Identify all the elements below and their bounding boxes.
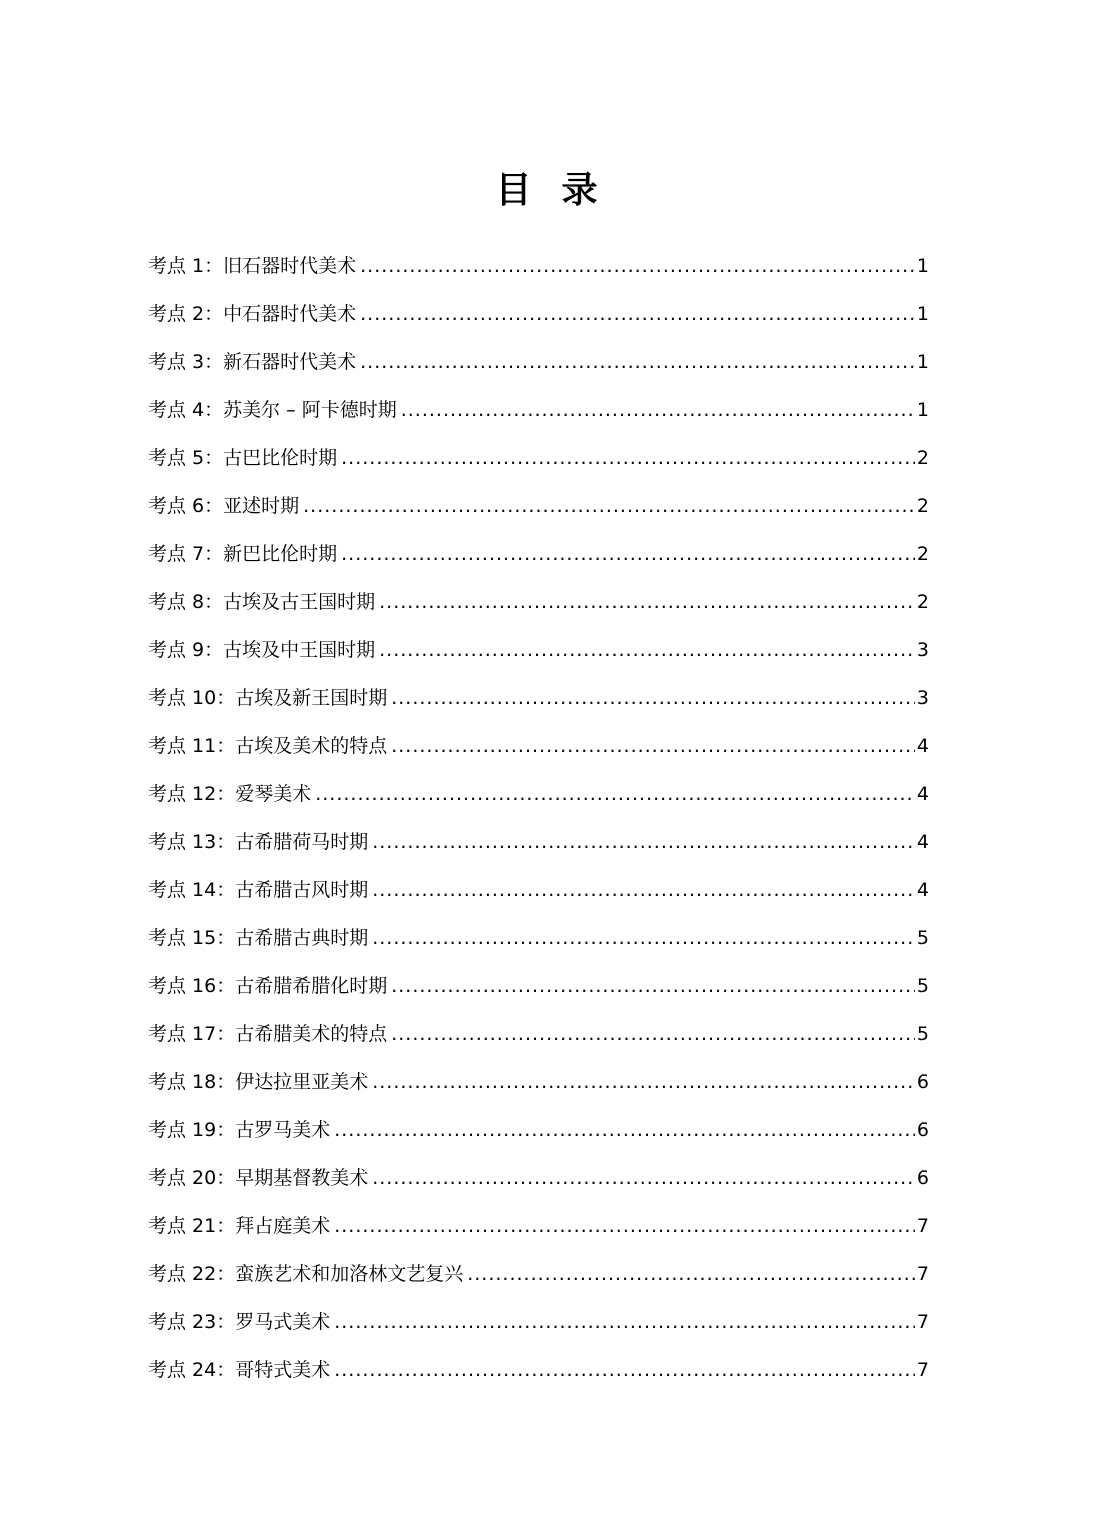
toc-page-number: 7 [916,1311,929,1333]
toc-entry-label: 考点 16：古希腊希腊化时期 [148,975,388,997]
dot-leader [379,626,915,674]
dot-leader [372,1058,915,1106]
toc-entry-label: 考点 12：爱琴美术 [148,783,312,805]
toc-entry[interactable] [148,1298,929,1346]
toc-entry[interactable] [148,914,929,962]
toc-page-number: 7 [916,1359,929,1381]
toc-entry-label: 考点 19：古罗马美术 [148,1119,331,1141]
dot-leader [360,290,915,338]
toc-entry-label: 考点 1：旧石器时代美术 [148,255,357,277]
dot-leader [372,818,915,866]
toc-entry[interactable] [148,1058,929,1106]
toc-entry[interactable] [148,578,929,626]
toc-page-number: 6 [916,1167,929,1189]
toc-entry[interactable] [148,1010,929,1058]
toc-entry-label: 考点 10：古埃及新王国时期 [148,687,388,709]
toc-page-number: 6 [916,1119,929,1141]
toc-entry-label: 考点 23：罗马式美术 [148,1311,331,1333]
toc-page-number: 3 [916,639,929,661]
toc-entry[interactable] [148,1250,929,1298]
toc-entry-label: 考点 22：蛮族艺术和加洛林文艺复兴 [148,1263,464,1285]
dot-leader [372,1154,915,1202]
toc-page-number: 3 [916,687,929,709]
toc-entry[interactable] [148,626,929,674]
dot-leader [334,1106,915,1154]
toc-entry[interactable] [148,818,929,866]
toc-page-number: 1 [916,303,929,325]
dot-leader [379,578,915,626]
toc-entry-label: 考点 14：古希腊古风时期 [148,879,369,901]
toc-entry-label: 考点 24：哥特式美术 [148,1359,331,1381]
dot-leader [334,1298,915,1346]
toc-entry-label: 考点 11：古埃及美术的特点 [148,735,388,757]
toc-entry-label: 考点 9：古埃及中王国时期 [148,639,376,661]
toc-page-number: 5 [916,975,929,997]
toc-entry[interactable] [148,386,929,434]
toc-entry[interactable] [148,530,929,578]
toc-entry[interactable] [148,962,929,1010]
dot-leader [334,1346,915,1394]
dot-leader [372,914,915,962]
toc-page-number: 6 [916,1071,929,1093]
toc-page-number: 4 [916,783,929,805]
toc-entry[interactable] [148,770,929,818]
toc-entry-label: 考点 15：古希腊古典时期 [148,927,369,949]
toc-entry-label: 考点 8：古埃及古王国时期 [148,591,376,613]
dot-leader [391,962,915,1010]
toc-page-number: 4 [916,831,929,853]
toc-entry[interactable] [148,290,929,338]
toc-page-number: 4 [916,879,929,901]
dot-leader [341,434,915,482]
toc-page-number: 1 [916,399,929,421]
toc-entry[interactable] [148,482,929,530]
toc-entry[interactable] [148,722,929,770]
dot-leader [360,338,915,386]
toc-entry-label: 考点 3：新石器时代美术 [148,351,357,373]
toc-page-number: 2 [916,447,929,469]
toc-entry-label: 考点 21：拜占庭美术 [148,1215,331,1237]
toc-entry-label: 考点 13：古希腊荷马时期 [148,831,369,853]
toc-entry[interactable] [148,674,929,722]
toc-page-number: 2 [916,495,929,517]
toc-page-number: 4 [916,735,929,757]
toc-entry-label: 考点 6：亚述时期 [148,495,300,517]
dot-leader [391,1010,915,1058]
toc-entry[interactable] [148,1346,929,1394]
toc-page-number: 7 [916,1215,929,1237]
toc-page-number: 2 [916,591,929,613]
page-title: 目录 [495,170,628,212]
toc-page-number: 5 [916,927,929,949]
dot-leader [315,770,915,818]
toc-entry[interactable] [148,242,929,290]
toc-entry[interactable] [148,434,929,482]
toc-entry-label: 考点 18：伊达拉里亚美术 [148,1071,369,1093]
toc-page-number: 5 [916,1023,929,1045]
toc-entry-label: 考点 20：早期基督教美术 [148,1167,369,1189]
toc-entry[interactable] [148,1154,929,1202]
toc-entry[interactable] [148,1202,929,1250]
toc-entry-label: 考点 4：苏美尔 – 阿卡德时期 [148,399,397,421]
toc-entry-label: 考点 17：古希腊美术的特点 [148,1023,388,1045]
dot-leader [334,1202,915,1250]
toc-entry-label: 考点 2：中石器时代美术 [148,303,357,325]
dot-leader [391,722,915,770]
toc-page-number: 1 [916,255,929,277]
toc-page-number: 2 [916,543,929,565]
dot-leader [372,866,915,914]
dot-leader [303,482,915,530]
table-of-contents [148,242,929,1394]
dot-leader [341,530,915,578]
toc-page-number: 1 [916,351,929,373]
toc-entry[interactable] [148,866,929,914]
toc-entry-label: 考点 5：古巴比伦时期 [148,447,338,469]
toc-entry[interactable] [148,338,929,386]
toc-entry[interactable] [148,1106,929,1154]
dot-leader [360,242,915,290]
dot-leader [391,674,915,722]
dot-leader [467,1250,915,1298]
toc-entry-label: 考点 7：新巴比伦时期 [148,543,338,565]
toc-page-number: 7 [916,1263,929,1285]
dot-leader [401,386,915,434]
